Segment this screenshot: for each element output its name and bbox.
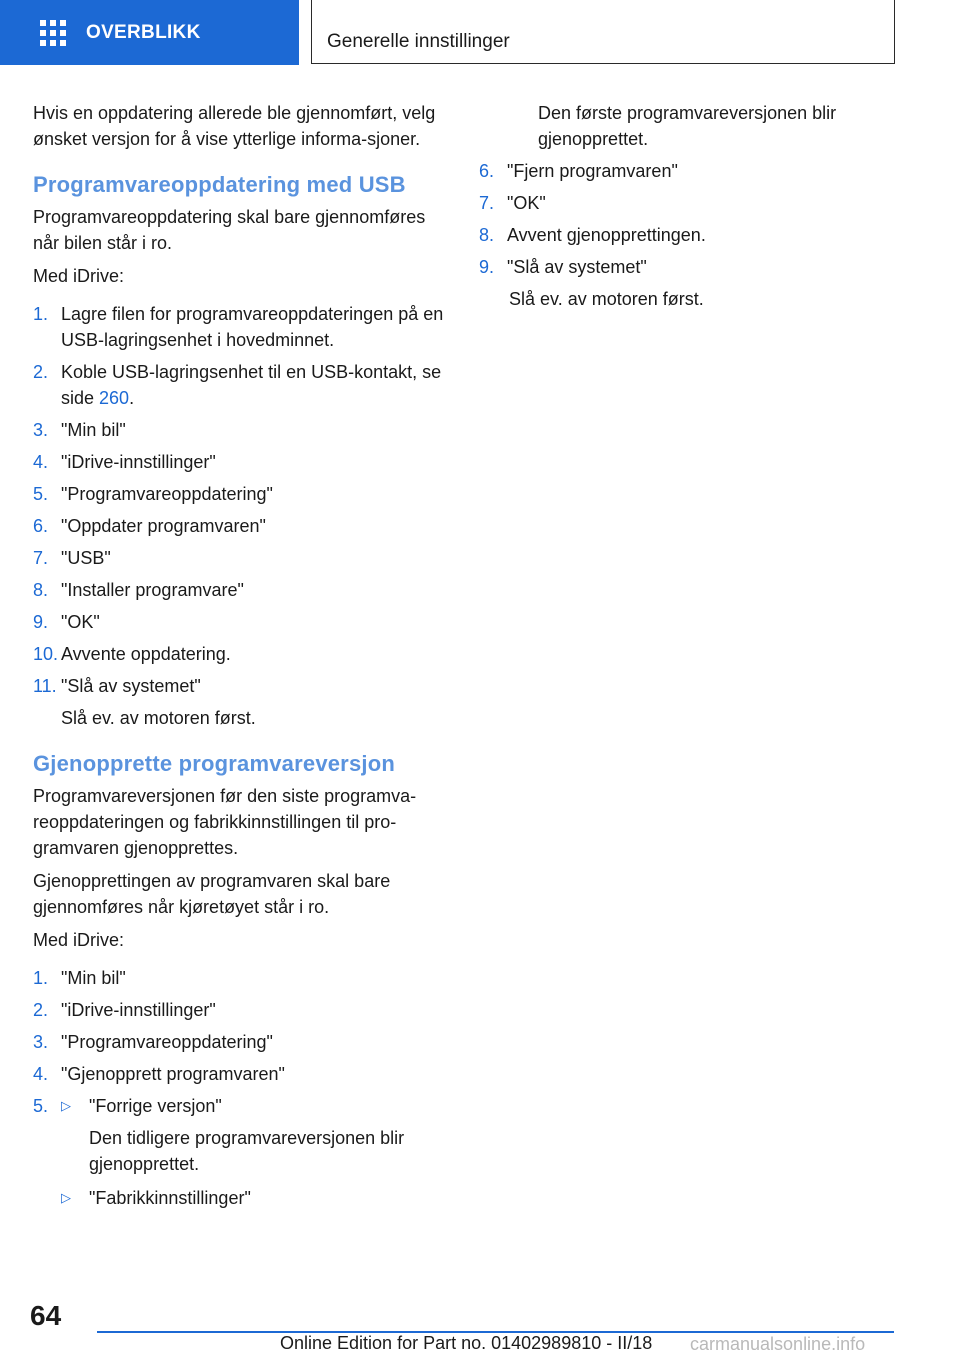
page-link[interactable]: 260 — [99, 388, 130, 408]
restore-idrive-label: Med iDrive: — [33, 930, 125, 950]
step-note: Slå ev. av motoren først. — [509, 289, 704, 309]
list-item: 5. ▷ "Forrige versjon" Den tidligere programvareversjonen blir gjenopprettet. ▷ "Fabrikkinnstillinger" — [33, 1093, 447, 1211]
page-number: 64 — [30, 1300, 62, 1331]
list-item: 8. "Installer programvare" — [33, 580, 244, 600]
overview-label: OVERBLIKK — [86, 21, 201, 43]
list-item: 2. "iDrive-innstillinger" — [33, 1000, 216, 1020]
list-item: 10. Avvente oppdatering. — [33, 644, 231, 664]
section-title-box — [311, 0, 895, 64]
grid-icon — [40, 20, 66, 46]
list-item: 7. "USB" — [33, 548, 111, 568]
usb-heading: Programvareoppdatering med USB — [33, 172, 406, 197]
restore-steps-list — [33, 965, 447, 1211]
step-note: Slå ev. av motoren først. — [61, 708, 256, 728]
continued-note: Den første programvareversjonen blir gjenopprettet. — [538, 103, 837, 149]
list-item: 2. Koble USB-lagringsenhet til en USB-kontakt, se side 260. — [33, 362, 442, 408]
usb-steps-list — [33, 301, 447, 699]
usb-paragraph: Programvareoppdatering skal bare gjennomføres når bilen står i ro. — [33, 207, 426, 253]
intro-paragraph: Hvis en oppdatering allerede ble gjennomført, velg ønsket versjon for å vise ytterlige informa-sjoner. — [33, 103, 436, 149]
list-item: 9. "Slå av systemet" — [479, 257, 647, 277]
list-item: 4. "Gjenopprett programvaren" — [33, 1064, 285, 1084]
overview-button[interactable] — [0, 0, 299, 65]
sub-step: ▷ "Forrige versjon" — [61, 1093, 447, 1119]
edition-text: Online Edition for Part no. 01402989810 - II/18 — [280, 1333, 653, 1353]
section-title: Generelle innstillinger — [327, 31, 510, 52]
list-item: 4. "iDrive-innstillinger" — [33, 452, 216, 472]
restore-paragraph-1: Programvareversjonen før den siste programva-reoppdateringen og fabrikkinnstillingen til pro-gramvaren gjenopprettes. — [33, 786, 417, 858]
triangle-right-icon: ▷ — [61, 1190, 71, 1205]
list-item: 3. "Min bil" — [33, 420, 126, 440]
usb-idrive-label: Med iDrive: — [33, 266, 125, 286]
list-item: 7. "OK" — [479, 193, 546, 213]
watermark: carmanualsonline.info — [690, 1334, 866, 1354]
triangle-right-icon: ▷ — [61, 1098, 71, 1113]
restore-paragraph-2: Gjenopprettingen av programvaren skal bare gjennomføres når kjøretøyet står i ro. — [33, 871, 391, 917]
list-item: 5. "Programvareoppdatering" — [33, 484, 273, 504]
list-item: 11. "Slå av systemet" — [33, 676, 201, 696]
sub-step-note: Den tidligere programvareversjonen blir gjenopprettet. — [89, 1128, 405, 1174]
left-column — [33, 100, 447, 1217]
restore-steps-continued — [479, 158, 899, 280]
restore-heading: Gjenopprette programvareversjon — [33, 751, 395, 776]
list-item: 1. "Min bil" — [33, 968, 126, 988]
list-item: 8. Avvent gjenopprettingen. — [479, 225, 706, 245]
sub-step: ▷ "Fabrikkinnstillinger" — [61, 1185, 447, 1211]
right-column — [479, 100, 899, 319]
list-item: 1. Lagre filen for programvareoppdateringen på en USB-lagringsenhet i hovedminnet. — [33, 304, 444, 350]
list-item: 6. "Oppdater programvaren" — [33, 516, 266, 536]
list-item: 3. "Programvareoppdatering" — [33, 1032, 273, 1052]
list-item: 9. "OK" — [33, 612, 100, 632]
list-item: 6. "Fjern programvaren" — [479, 161, 678, 181]
